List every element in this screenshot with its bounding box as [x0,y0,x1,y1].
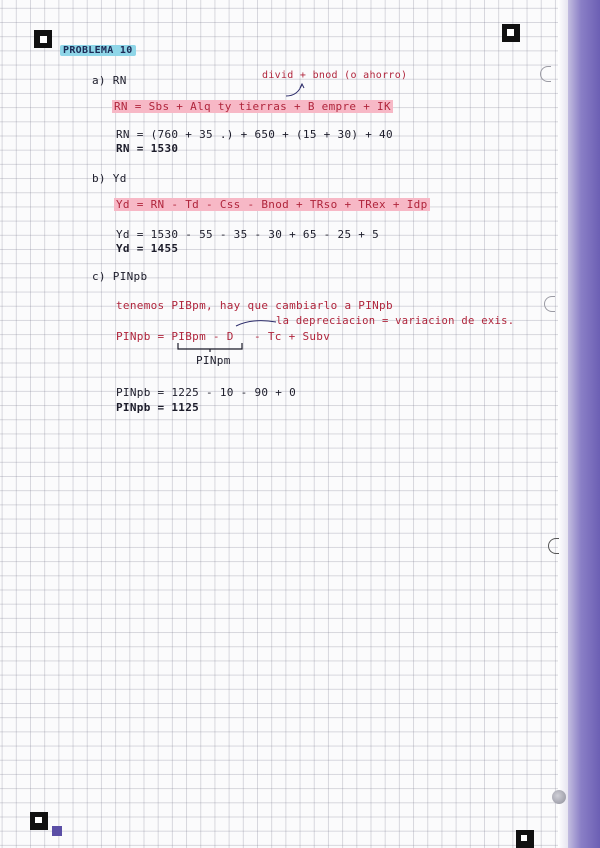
section-a-formula: RN = Sbs + Alq ty tierras + B empre + IK [114,100,391,113]
section-c-note: la depreciacion = variacion de exis. [276,315,515,327]
section-b-heading: b) Yd [92,172,127,185]
section-a-heading: a) RN [92,74,127,87]
brace-label: PINpm [196,354,231,367]
corner-marker-bottom-left [30,812,48,830]
section-a-calc: RN = (760 + 35 .) + 650 + (15 + 30) + 40 [116,128,393,141]
section-c-result: PINpb = 1125 [116,401,200,414]
section-c-text: tenemos PIBpm, hay que cambiarlo a PINpb [116,299,393,312]
corner-marker-top-left [34,30,52,48]
section-a-note: divid + bnod (o ahorro) [262,70,408,81]
corner-marker-top-right [502,24,520,42]
binder-hole-middle [544,296,555,312]
problem-title: PROBLEMA 10 [60,45,136,56]
section-c-formula-left: PINpb = PIBpm - D [116,330,234,343]
corner-marker-bottom-right [516,830,534,848]
binder-dot [552,790,566,804]
section-c-formula-right: - Tc + Subv [254,330,331,343]
purple-square-mark [52,826,62,836]
binder-hole-top [540,66,551,82]
section-c-calc: PINpb = 1225 - 10 - 90 + 0 [116,386,296,399]
section-a-result: RN = 1530 [116,142,179,155]
section-b-calc: Yd = 1530 - 55 - 35 - 30 + 65 - 25 + 5 [116,228,380,241]
section-b-formula: Yd = RN - Td - Css - Bnod + TRso + TRex + Idp [116,198,428,211]
note-pointer-icon [232,316,280,330]
underbrace-icon [174,341,246,353]
section-b-result: Yd = 1455 [116,242,179,255]
section-c-heading: c) PINpb [92,270,148,283]
purple-page-edge [558,0,600,848]
note-arrow-icon [284,80,324,102]
binder-hole-lower [548,538,559,554]
